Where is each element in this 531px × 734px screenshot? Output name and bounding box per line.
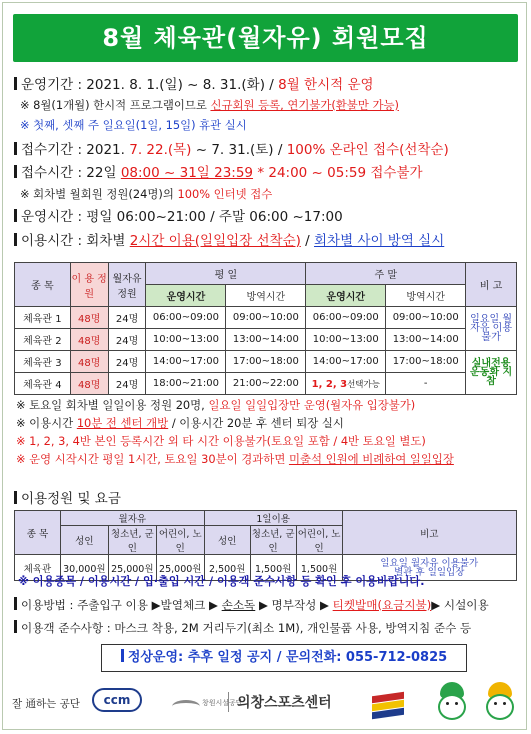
fee-sub-child: 어린이, 노인 — [156, 526, 204, 555]
row-weekend-op: 10:00~13:00 — [306, 329, 386, 351]
brand-small-logo: 창원시설공단 — [202, 699, 243, 707]
fee-header-monthly: 월자유 — [60, 511, 204, 526]
header-category: 종 목 — [15, 263, 71, 307]
schedule-table — [14, 262, 517, 395]
note-no-show: ※ 운영 시작시간 평일 1시간, 토요일 30분이 경과하면 미출석 인원에 비례하여 일일입장 — [16, 452, 454, 466]
bullet-bar — [14, 142, 17, 155]
header-weekend: 주 말 — [306, 263, 466, 285]
mascot-icon-2 — [480, 682, 520, 722]
bullet-bar — [14, 233, 17, 246]
row-weekend-op: 14:00~17:00 — [306, 351, 386, 373]
fee-header-category: 종 목 — [15, 511, 61, 555]
row-capacity: 48명 — [70, 307, 108, 329]
row-name: 체육관 4 — [15, 373, 71, 395]
swoosh-icon — [172, 700, 200, 713]
row-capacity: 48명 — [70, 329, 108, 351]
usage-time-line: 이용시간 : 회차별 2시간 이용(일일입장 선착순) / 회차별 사이 방역 실시 — [14, 232, 444, 250]
mascot-icon — [432, 682, 472, 722]
table-row — [15, 329, 517, 351]
note-line-1: ※ 8월(1개월) 한시적 프로그램이므로 신규회원 등록, 연기불가(환불만 가능) — [20, 98, 399, 112]
remark-shoes: 실내전용 운동화 지참 — [466, 351, 517, 395]
note-saturday: ※ 토요일 회차별 일일이용 정원 20명, 일요일 일일입장만 운영(월자유 입장불가) — [16, 398, 416, 412]
bullet-bar — [121, 649, 124, 662]
bullet-bar — [14, 597, 17, 610]
note-time-restriction: ※ 1, 2, 3, 4반 본인 등록시간 외 타 시간 이용불가(토요일 포함 / 4반 토요일 별도) — [16, 434, 426, 448]
row-name: 체육관 2 — [15, 329, 71, 351]
note-line-3: ※ 회차별 월회원 정원(24명)의 100% 인터넷 접수 — [20, 187, 273, 201]
fee-sub-adult: 성인 — [60, 526, 108, 555]
row-weekday-disinfect: 09:00~10:00 — [226, 307, 306, 329]
row-weekend-op: 1, 2, 3선택가능 — [306, 373, 386, 395]
fee-cell: 25,000원 — [156, 555, 204, 581]
bullet-bar — [14, 77, 17, 90]
remark-sunday: 일요일 월자유 이용불가 — [466, 307, 517, 351]
row-weekend-disinfect: 09:00~10:00 — [386, 307, 466, 329]
fee-table — [14, 510, 517, 581]
open-hours-line: 운영시간 : 평일 06:00~21:00 / 주말 06:00 ~17:00 — [14, 208, 343, 226]
usage-method-line: 이용방법 : 주출입구 이용 ▶발열체크 ▶ 손소독 ▶ 명부작성 ▶ 티켓발매(요금지불)▶ 시설이용 — [14, 597, 489, 613]
row-weekend-disinfect: 13:00~14:00 — [386, 329, 466, 351]
bullet-bar — [14, 620, 17, 633]
row-weekday-op: 14:00~17:00 — [146, 351, 226, 373]
slogan-logo: 잘 通하는 공단 — [12, 698, 80, 710]
fee-sub-youth: 청소년, 군인 — [250, 526, 296, 555]
fee-cell: 1,500원 — [250, 555, 296, 581]
row-monthly: 24명 — [108, 307, 146, 329]
contact-box: 정상운영: 추후 일정 공지 / 문의전화: 055-712-0825 — [101, 644, 467, 672]
row-monthly: 24명 — [108, 373, 146, 395]
flag-icon — [368, 688, 408, 720]
row-weekend-disinfect: 17:00~18:00 — [386, 351, 466, 373]
bullet-bar — [14, 165, 17, 178]
row-weekend-op: 06:00~09:00 — [306, 307, 386, 329]
fee-row-name: 체육관 — [15, 555, 61, 581]
table-row — [15, 307, 517, 329]
header-monthly: 월자유 정원 — [108, 263, 146, 307]
header-remark: 비 고 — [466, 263, 517, 307]
row-weekday-disinfect: 17:00~18:00 — [226, 351, 306, 373]
receive-period-line: 접수기간 : 2021. 7. 22.(목) ~ 7. 31.(토) / 100% 온라인 접수(선착순) — [14, 141, 449, 159]
bullet-bar — [14, 209, 17, 222]
row-capacity: 48명 — [70, 373, 108, 395]
fee-remark: 일요일 월자유 이용불가 별관 후 일일입장 — [342, 555, 516, 581]
fee-header-remark: 비고 — [342, 511, 516, 555]
fee-sub-child: 어린이, 노인 — [296, 526, 342, 555]
fee-sub-youth: 청소년, 군인 — [108, 526, 156, 555]
table-row — [15, 351, 517, 373]
ccm-logo: ccm — [92, 688, 142, 712]
period-line: 운영기간 : 2021. 8. 1.(일) ~ 8. 31.(화) / 8월 한시적 운영 — [14, 76, 374, 94]
note-line-2: ※ 첫째, 셋째 주 일요일(1일, 15일) 휴관 실시 — [20, 118, 247, 132]
fee-cell: 2,500원 — [204, 555, 250, 581]
row-weekday-disinfect: 13:00~14:00 — [226, 329, 306, 351]
fee-heading: 이용정원 및 요금 — [14, 490, 121, 508]
note-open-close: ※ 이용시간 10분 전 센터 개방 / 이용시간 20분 후 센터 퇴장 실시 — [16, 416, 344, 430]
fee-cell: 30,000원 — [60, 555, 108, 581]
row-weekend-disinfect: - — [386, 373, 466, 395]
bullet-bar — [14, 491, 17, 504]
usage-warning: ※ 이용종목 / 이용시간 / 입·출입 시간 / 이용객 준수사항 등 확인 후 이용바랍니다. — [18, 575, 425, 588]
header-capacity: 이 용 정 원 — [70, 263, 108, 307]
row-name: 체육관 3 — [15, 351, 71, 373]
header-op-time: 운영시간 — [146, 285, 226, 307]
fee-cell: 1,500원 — [296, 555, 342, 581]
header-weekday: 평 일 — [146, 263, 306, 285]
row-weekday-op: 06:00~09:00 — [146, 307, 226, 329]
row-weekday-disinfect: 21:00~22:00 — [226, 373, 306, 395]
receive-time-line: 접수시간 : 22일 08:00 ~ 31일 23:59 * 24:00 ~ 05:59 접수불가 — [14, 164, 423, 182]
fee-sub-adult: 성인 — [204, 526, 250, 555]
row-monthly: 24명 — [108, 329, 146, 351]
row-weekday-op: 18:00~21:00 — [146, 373, 226, 395]
page-title: 8월 체육관(월자유) 회원모집 — [13, 14, 518, 62]
row-name: 체육관 1 — [15, 307, 71, 329]
row-capacity: 48명 — [70, 351, 108, 373]
header-disinfect: 방역시간 — [226, 285, 306, 307]
row-weekday-op: 10:00~13:00 — [146, 329, 226, 351]
header-disinfect: 방역시간 — [386, 285, 466, 307]
table-row — [15, 373, 517, 395]
rules-line: 이용객 준수사항 : 마스크 착용, 2M 거리두기(최소 1M), 개인물품 사용, 방역지침 준수 등 — [14, 620, 471, 636]
footer — [0, 680, 531, 730]
fee-cell: 25,000원 — [108, 555, 156, 581]
center-logo: 의창스포츠센터 — [228, 692, 332, 712]
fee-header-daily: 1일이용 — [204, 511, 342, 526]
header-op-time: 운영시간 — [306, 285, 386, 307]
row-monthly: 24명 — [108, 351, 146, 373]
